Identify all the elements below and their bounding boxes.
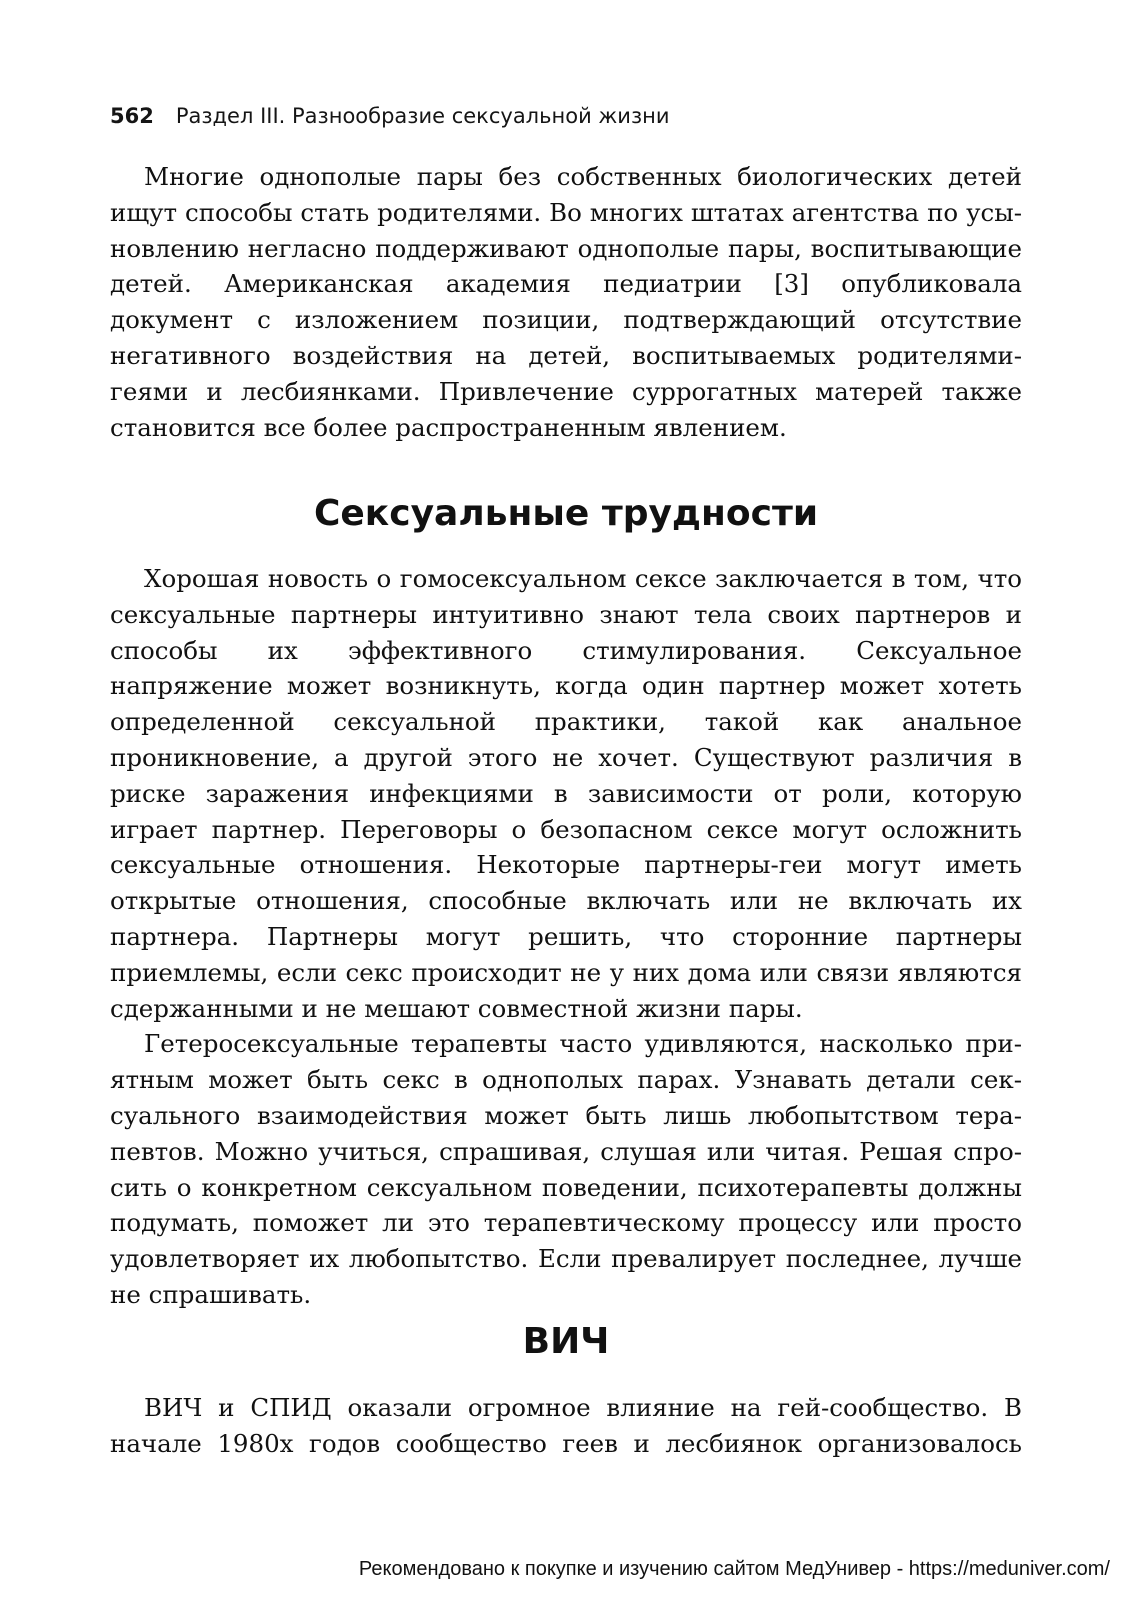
intro-text-block: [110, 159, 1022, 445]
difficulties-text-block: [110, 561, 1022, 1313]
running-section-title: Раздел III. Разнообразие сексуальной жизни: [175, 104, 670, 128]
page-number: 562: [110, 104, 154, 128]
difficulties-paragraph-1: Хорошая новость о гомосексуальном сексе заключается в том, что сексуальные партнеры интуитивно знают тела своих партнеров и способы их эффективного стимулирования. Сексуальное напряжение может возникнуть, когда один партнер может хотеть определенной сексуальной практики, такой как анальное проникновение, а другой этого не хочет. Существуют различия в риске заражения инфекциями в зависимости от роли, которую играет партнер. Переговоры о безопасном сексе могут осложнить сексуальные отношения. Некоторые партнеры-геи могут иметь открытые отношения, способные включать или не включать их партнера. Партнеры могут решить, что сторонние партнеры приемлемы, если секс происходит не у них дома или связи являются сдержанными и не мешают совместной жизни пары.: [110, 564, 1022, 1023]
intro-paragraph: Многие однополые пары без собственных биологических детей ищут способы стать родителями. Во многих штатах агентства по усыновлению негласно поддерживают однополые пары, воспитывающие детей. Американская академия педиатрии [3] опубликовала документ с изложением позиции, подтверждающий отсутствие негативного воздействия на детей, воспитываемых родителями-геями и лесбиянками. Привлечение суррогатных матерей также становится все более распространенным явлением.: [110, 162, 1022, 442]
section-heading-difficulties: Сексуальные трудности: [313, 493, 819, 534]
section-heading-hiv: ВИЧ: [522, 1321, 610, 1362]
difficulties-paragraph-2: Гетеросексуальные терапевты часто удивляются, насколько приятным может быть секс в однополых парах. Узнавать детали сексуального взаимодействия может быть лишь любопытством терапевтов. Можно учиться, спрашивая, слушая или читая. Решая спросить о конкретном сексуальном поведении, психотерапевты должны подумать, поможет ли это терапевтическому процессу или просто удовлетворяет их любопытство. Если превалирует последнее, лучше не спрашивать.: [110, 1029, 1022, 1309]
running-header: [110, 102, 670, 130]
hiv-paragraph: ВИЧ и СПИД оказали огромное влияние на гей-сообщество. В начале 1980х годов сообщество геев и лесбиянок организовалось: [110, 1393, 1022, 1458]
footer-recommendation-note: Рекомендовано к покупке и изучению сайтом МедУнивер - https://meduniver.com/: [358, 1558, 1110, 1580]
hiv-text-block: [110, 1390, 1022, 1462]
